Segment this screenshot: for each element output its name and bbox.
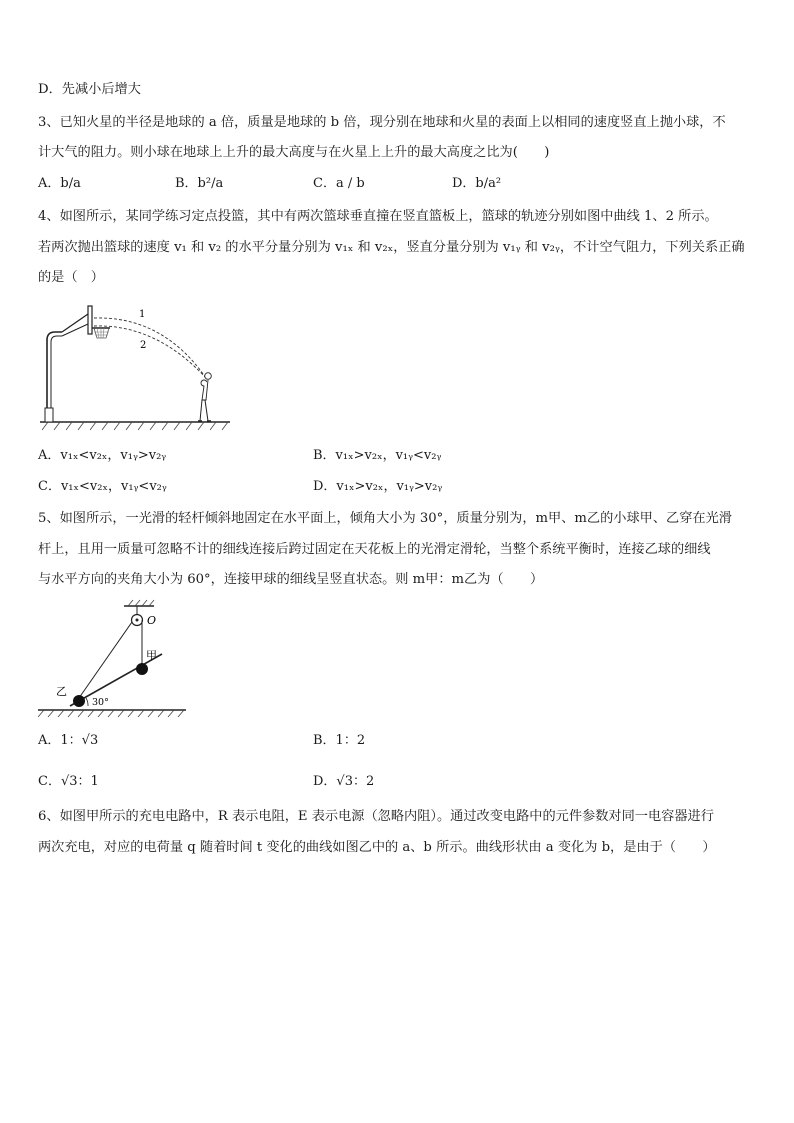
ball-yi-label: 乙	[56, 685, 67, 698]
q6-stem-line-2: 两次充电，对应的电荷量 q 随着时间 t 变化的曲线如图乙中的 a、b 所示。曲线形状由 a 变化为 b，是由于（ ）	[38, 840, 716, 855]
pulley-label-o: O	[147, 614, 157, 627]
q6-stem-line-1: 6、如图甲所示的充电电路中，R 表示电阻，E 表示电源（忽略内阻）。通过改变电路中的元件参数对同一电容器进行	[38, 809, 714, 824]
q3-option-a: A．b/a	[38, 176, 81, 191]
basketball-figure	[38, 300, 238, 432]
q4-option-a: A．v₁ₓ<v₂ₓ，v₁ᵧ>v₂ᵧ	[38, 448, 167, 463]
q5-option-c: C．√3：1	[38, 774, 99, 789]
q5-stem-line-1: 5、如图所示，一光滑的轻杆倾斜地固定在水平面上，倾角大小为 30°，质量分别为，m甲、m乙的小球甲、乙穿在光滑	[38, 511, 732, 526]
q5-stem-line-2: 杆上，且用一质量可忽略不计的细线连接后跨过固定在天花板上的光滑定滑轮，当整个系统平衡时，连接乙球的细线	[38, 542, 711, 557]
q4-stem-line-2: 若两次抛出篮球的速度 v₁ 和 v₂ 的水平分量分别为 v₁ₓ 和 v₂ₓ，竖直分量分别为 v₁ᵧ 和 v₂ᵧ，不计空气阻力，下列关系正确	[38, 240, 745, 255]
q3-option-b: B．b²/a	[175, 176, 224, 191]
ball-jia-label: 甲	[146, 649, 157, 662]
angle-label: 30°	[92, 697, 109, 708]
q3-option-d: D．b/a²	[452, 176, 502, 191]
q4-option-d: D．v₁ₓ>v₂ₓ，v₁ᵧ>v₂ᵧ	[313, 479, 443, 494]
q5-option-a: A．1：√3	[38, 733, 99, 748]
q4-option-c: C．v₁ₓ<v₂ₓ，v₁ᵧ<v₂ᵧ	[38, 479, 167, 494]
q4-option-b: B．v₁ₓ>v₂ₓ，v₁ᵧ<v₂ᵧ	[313, 448, 442, 463]
q3-stem-line-2: 计大气的阻力。则小球在地球上上升的最大高度与在火星上上升的最大高度之比为( )	[38, 145, 550, 160]
q4-stem-line-3: 的是（ ）	[38, 270, 104, 285]
pulley-figure	[38, 598, 190, 720]
curve-1-label: 1	[139, 309, 146, 320]
q3-option-c: C．a / b	[313, 176, 365, 191]
prev-question-option-d: D．先减小后增大	[38, 82, 141, 97]
q5-stem-line-3: 与水平方向的夹角大小为 60°，连接甲球的细线呈竖直状态。则 m甲：m乙为（ ）	[38, 572, 544, 587]
q3-stem-line-1: 3、已知火星的半径是地球的 a 倍，质量是地球的 b 倍，现分别在地球和火星的表面上以相同的速度竖直上抛小球，不	[38, 115, 726, 130]
ball-jia	[136, 663, 148, 675]
q5-option-b: B．1：2	[313, 733, 366, 748]
q4-stem-line-1: 4、如图所示，某同学练习定点投篮，其中有两次篮球垂直撞在竖直篮板上，篮球的轨迹分别如图中曲线 1、2 所示。	[38, 209, 718, 224]
q5-option-d: D．√3：2	[313, 774, 375, 789]
ball-yi	[73, 695, 85, 707]
curve-2-label: 2	[140, 340, 147, 351]
